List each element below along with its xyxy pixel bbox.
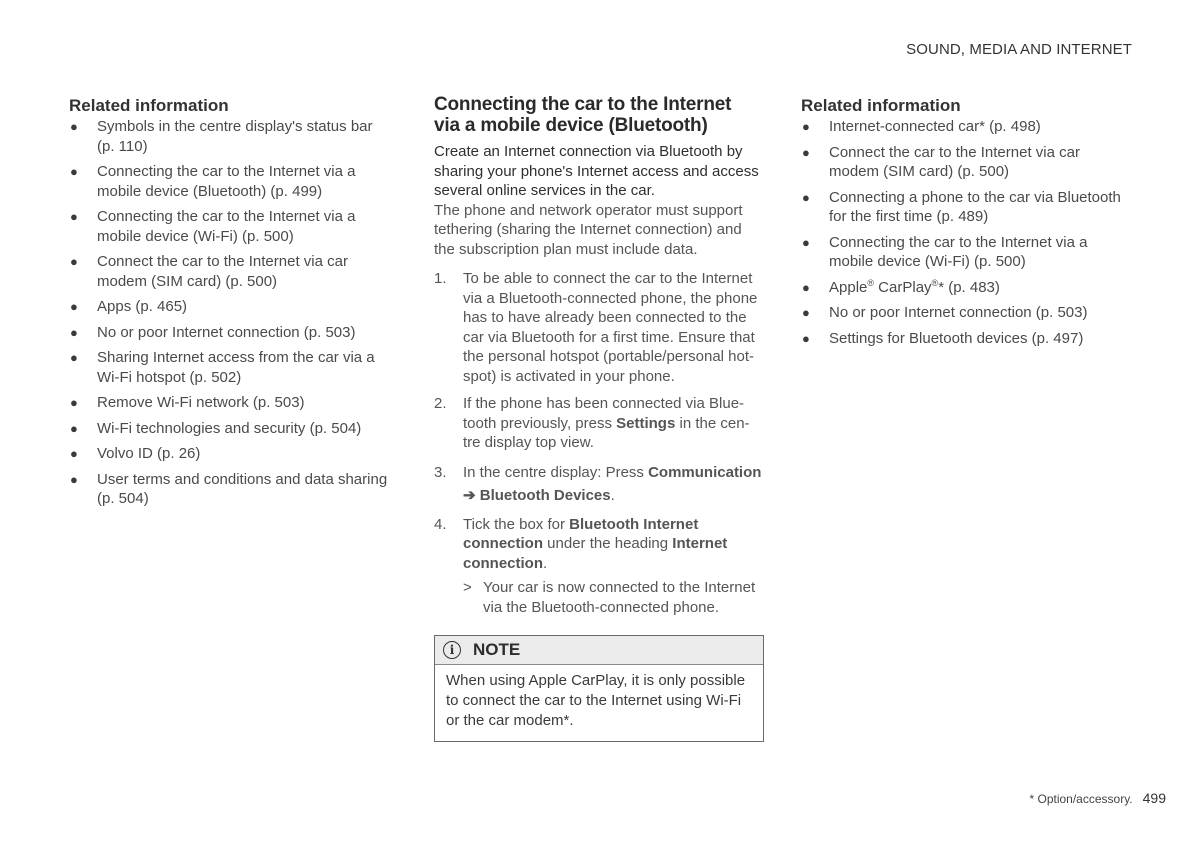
related-list-left bbox=[69, 117, 394, 509]
bullet-icon: ● bbox=[802, 189, 810, 205]
result-marker-icon: > bbox=[463, 579, 472, 596]
ui-term-communication: Communication bbox=[648, 463, 762, 481]
bullet-icon: ● bbox=[70, 471, 78, 487]
ui-term-bluetooth-internet-connection: Bluetooth Internet connection bbox=[463, 515, 699, 552]
list-item[interactable]: ● Volvo ID (p. 26) bbox=[70, 445, 201, 462]
bullet-icon: ● bbox=[70, 395, 78, 410]
bullet-icon: ● bbox=[802, 330, 810, 346]
list-item[interactable]: ● No or poor Internet connection (p. 503) bbox=[70, 323, 356, 341]
bullet-icon: ● bbox=[70, 209, 78, 224]
arrow-icon: ➔ bbox=[463, 486, 476, 504]
step-number: 1. bbox=[434, 270, 447, 287]
requirements-paragraph: The phone and network operator must support tethering (sharing the Internet connection) and the subscription plan must include data. bbox=[434, 201, 743, 258]
list-item[interactable]: ● Connecting a phone to the car via Bluetooth for the first time (p. 489) bbox=[802, 188, 1121, 225]
list-item[interactable]: ● Internet-connected car* (p. 498) bbox=[802, 118, 1041, 135]
middle-column bbox=[434, 95, 766, 742]
footnote: * Option/accessory. bbox=[1029, 792, 1133, 806]
related-information-heading: Related information bbox=[69, 96, 229, 115]
bullet-icon: ● bbox=[70, 254, 78, 269]
list-item[interactable]: ● Symbols in the centre display's status bar (p. 110) bbox=[70, 118, 373, 155]
related-list-right bbox=[801, 117, 1133, 348]
note-header bbox=[435, 636, 763, 665]
list-item[interactable]: ● Settings for Bluetooth devices (p. 497) bbox=[802, 329, 1084, 347]
step-item: 1. To be able to connect the car to the Internet via a Bluetooth-connected phone, the phone has to have already been connected to the car via Bluetooth for a first time. Ensure that the personal hotspot (portable/personal hot-spot) is activated in your phone. bbox=[434, 270, 758, 385]
list-item[interactable]: ● Remove Wi-Fi network (p. 503) bbox=[70, 394, 305, 411]
list-item[interactable]: ● Connect the car to the Internet via car modem (SIM card) (p. 500) bbox=[70, 253, 348, 290]
bullet-icon: ● bbox=[802, 119, 810, 134]
step-number: 2. bbox=[434, 395, 447, 412]
section-header: SOUND, MEDIA AND INTERNET bbox=[906, 41, 1132, 58]
list-item[interactable]: ● Apple® CarPlay®* (p. 483) bbox=[802, 277, 1000, 296]
bullet-icon: ● bbox=[802, 279, 810, 295]
intro-text: Create an Internet connection via Bluetooth by sharing your phone's Internet access and access several online services in the car. bbox=[434, 143, 759, 199]
bullet-icon: ● bbox=[70, 324, 78, 340]
registered-mark: ® bbox=[867, 277, 875, 288]
bullet-icon: ● bbox=[802, 234, 810, 250]
related-information-heading: Related information bbox=[801, 96, 961, 115]
list-item[interactable]: ● Connecting the car to the Internet via a mobile device (Bluetooth) (p. 499) bbox=[70, 163, 356, 200]
list-item[interactable]: ● No or poor Internet connection (p. 503) bbox=[802, 304, 1088, 321]
bullet-icon: ● bbox=[70, 350, 78, 365]
list-item[interactable]: ● Apps (p. 465) bbox=[70, 298, 188, 315]
step-number: 3. bbox=[434, 463, 447, 481]
list-item[interactable]: ● Sharing Internet access from the car via a Wi-Fi hotspot (p. 502) bbox=[70, 349, 375, 386]
note-body: When using Apple CarPlay, it is only possible to connect the car to the Internet using Wi-Fi or the car modem*. bbox=[446, 672, 746, 729]
article-title: Connecting the car to the Internet via a mobile device (Bluetooth) bbox=[434, 94, 732, 136]
ui-term-bluetooth-devices: Bluetooth Devices bbox=[479, 486, 611, 504]
bullet-icon: ● bbox=[70, 164, 78, 179]
page-footer bbox=[1029, 790, 1166, 806]
step-number: 4. bbox=[434, 515, 447, 533]
step-result: > Your car is now connected to the Internet via the Bluetooth-connected phone. bbox=[463, 579, 756, 616]
info-icon: i bbox=[443, 641, 461, 659]
right-column bbox=[801, 95, 1133, 354]
step-item: 4. Tick the box for Bluetooth Internet connection under the heading Internet connection. > Your car is now connected to the Internet via the Bluetooth-connected phone. bbox=[434, 515, 766, 618]
bullet-icon: ● bbox=[70, 446, 78, 461]
bullet-icon: ● bbox=[802, 305, 810, 320]
list-item[interactable]: ● Connect the car to the Internet via car modem (SIM card) (p. 500) bbox=[802, 143, 1080, 180]
note-box bbox=[434, 635, 764, 742]
ui-term-settings: Settings bbox=[616, 414, 676, 432]
list-item[interactable]: ● Connecting the car to the Internet via a mobile device (Wi-Fi) (p. 500) bbox=[70, 208, 356, 245]
list-item[interactable]: ● Wi-Fi technologies and security (p. 504) bbox=[70, 419, 362, 437]
left-column bbox=[69, 95, 394, 515]
steps-list bbox=[434, 269, 766, 617]
bullet-icon: ● bbox=[70, 420, 78, 436]
registered-mark: ® bbox=[931, 277, 939, 288]
ui-term-internet-connection: Internet connection bbox=[463, 535, 728, 572]
list-item[interactable]: ● Connecting the car to the Internet via a mobile device (Wi-Fi) (p. 500) bbox=[802, 233, 1088, 270]
note-label: NOTE bbox=[473, 640, 521, 659]
list-item[interactable]: ● User terms and conditions and data sharing (p. 504) bbox=[70, 470, 388, 507]
step-item: 3. In the centre display: Press Communication ➔ Bluetooth Devices. bbox=[434, 461, 766, 507]
step-item: 2. If the phone has been connected via Blue-tooth previously, press Settings in the cen-tre display top view. bbox=[434, 395, 750, 451]
bullet-icon: ● bbox=[70, 119, 78, 134]
page-number: 499 bbox=[1142, 790, 1166, 806]
bullet-icon: ● bbox=[802, 144, 810, 160]
bullet-icon: ● bbox=[70, 299, 78, 314]
